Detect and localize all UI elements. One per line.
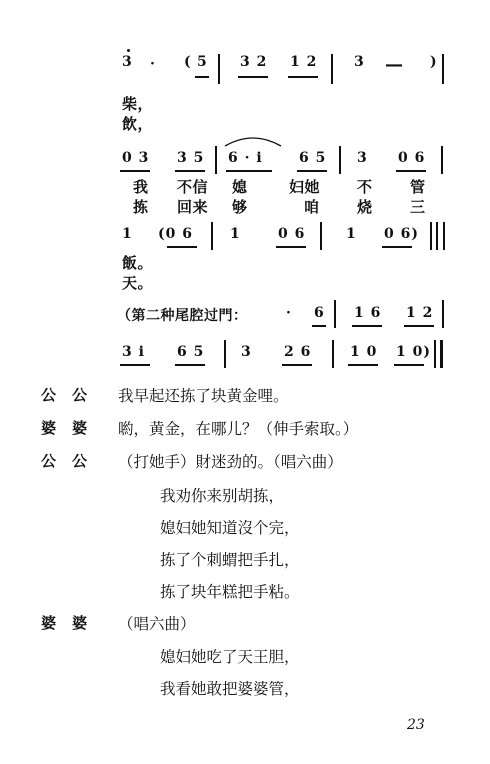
lyric: 天。 [122,274,154,292]
underline [120,170,150,172]
barline [224,340,226,368]
note-group: 0 6 [278,226,306,242]
underline [226,170,272,172]
note-group: 6 5 [299,150,327,166]
barline [434,340,436,368]
lyric: 咱 [304,198,320,216]
lyric: 飯。 [122,254,154,272]
paren: ) [430,54,438,70]
lyric: 回来 [177,198,209,216]
note-group: 1 6 [354,305,382,321]
note-group: 1 2 [290,54,318,70]
lyric: 不信 [177,178,209,196]
barline [443,222,445,250]
underline [120,364,150,366]
final-barline [440,340,443,368]
lyric: 妇她 [289,178,321,196]
barline [331,54,333,84]
lyric: 烧 [357,198,373,216]
underline [167,246,197,248]
underline [175,364,205,366]
lyric: 管 [410,178,426,196]
underline [396,170,426,172]
note-group: 3 i [122,344,145,360]
note-group: 0 6) [384,226,419,242]
song-line: 拣了个刺蝟把手扎， [160,551,300,569]
underline [288,76,318,78]
note-group: (0 6 [158,226,193,242]
interlude-label: （第二种尾腔过門： [117,308,248,324]
underline [175,170,205,172]
underline [404,325,434,327]
role-name: 婆婆 [41,419,104,437]
barline [218,54,220,84]
note: 1 [346,226,357,242]
barline [334,300,336,328]
paren: ( [184,54,192,70]
underline [195,76,209,78]
dialogue-text: 喲，黄金，在哪儿？（伸手索取。） [118,420,359,438]
underline [312,325,326,327]
lyric: 我 [133,178,149,196]
barline [320,222,322,250]
barline [436,222,438,250]
lyric: 不 [357,178,373,196]
note: 3 [241,344,252,360]
note: 3 [122,54,133,70]
underline [276,246,306,248]
barline [442,300,444,328]
lyric: 媳 [232,178,248,196]
underline [352,325,382,327]
barline [442,54,444,84]
song-line: 媳妇她吃了天王胆， [160,648,300,666]
song-line: 我看她敢把婆婆管， [160,680,300,698]
lyric: 拣 [133,198,149,216]
note-group: 6 5 [177,344,205,360]
note-group: 3 2 [240,54,268,70]
slur-arc [223,134,283,148]
underline [297,170,327,172]
role-name: 婆婆 [41,614,104,632]
note: 5 [197,54,208,70]
note-group: 2 6 [284,344,312,360]
note: 6 [314,305,325,321]
note: 3 [357,150,368,166]
barline [441,146,443,174]
underline [282,364,312,366]
underline [238,76,268,78]
underline [382,246,412,248]
lyric: 飲， [122,115,154,133]
note-group: 0 3 [122,150,150,166]
lyric: 够 [232,198,248,216]
note-group: 6 · i [228,150,263,166]
tie-dash: — [385,54,404,75]
lyric: 柴， [122,95,154,113]
augmentation-dot: · [150,56,156,72]
note-group: 1 0) [396,344,431,360]
note: 1 [122,226,133,242]
role-name: 公公 [41,386,104,404]
barline [211,222,213,250]
dialogue-text: （唱六曲） [118,615,196,633]
song-line: 拣了块年糕把手粘。 [160,583,300,601]
high-octave-dot [127,49,130,52]
role-name: 公公 [41,452,104,470]
song-line: 我劝你来别胡拣， [160,487,285,505]
note-group: 3 5 [177,150,205,166]
note-group: 1 0 [350,344,378,360]
barline [430,222,432,250]
note-group: 1 2 [406,305,434,321]
note-group: 0 6 [398,150,426,166]
dialogue-text: （打她手）財迷劲的。（唱六曲） [118,453,343,471]
note: 3 [354,54,365,70]
barline [332,340,334,368]
augmentation-dot: · [286,305,292,321]
dialogue-text: 我早起还拣了块黄金哩。 [118,387,289,405]
barline [215,146,217,174]
underline [348,364,378,366]
barline [339,146,341,174]
song-line: 媳妇她知道沒个完， [160,519,300,537]
page-number: 23 [407,717,425,733]
lyric: 三 [410,198,426,216]
note: 1 [230,226,241,242]
underline [394,364,424,366]
